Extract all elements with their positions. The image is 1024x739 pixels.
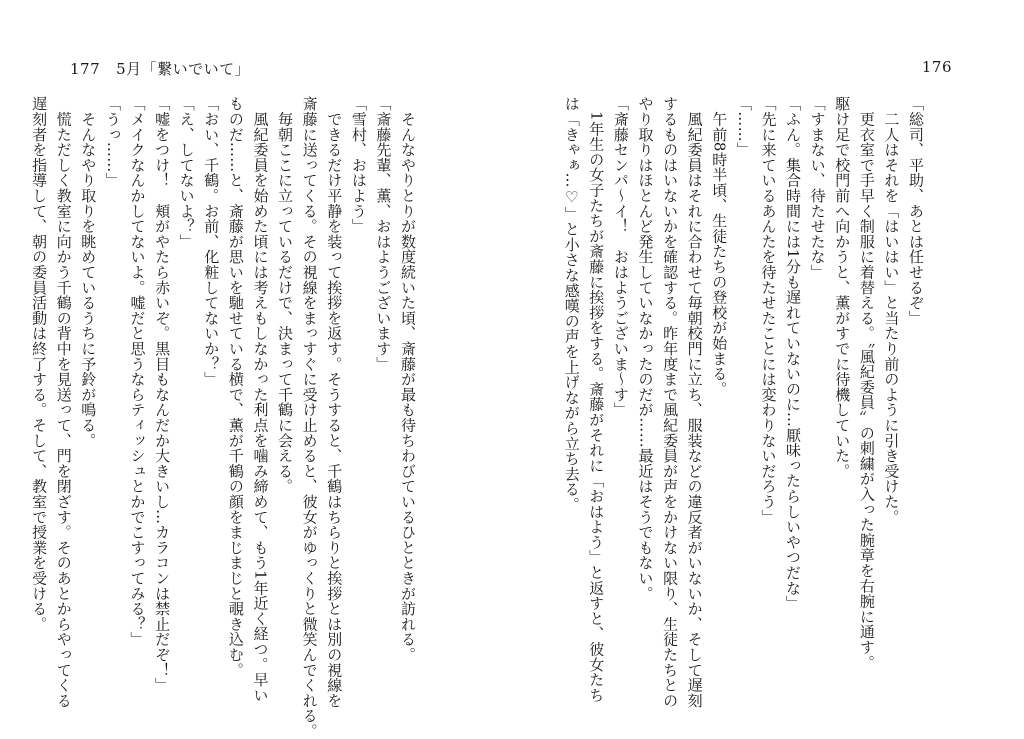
text-line: 「先に来ているあんたを待たせたことには変わりないだろう」 (759, 96, 778, 525)
text-line: 二人はそれを「はいはい」と当たり前のように引き受けた。 (882, 96, 901, 525)
text-line: 「斎藤先輩、薫、おはようございます」 (374, 96, 393, 372)
text-line: 慌ただしく教室に向かう千鶴の背中を見送って、門を閉ざす。そのあとからやってくる (54, 96, 73, 708)
text-line: 「うっ……」 (103, 96, 122, 188)
text-line: 「メイクなんかしてないよ。嘘だと思うならティッシュとかでこすってみる？」 (128, 96, 147, 647)
right-page (512, 0, 1024, 730)
text-line: 1年生の女子たちが斎藤に挨拶をする。斎藤がそれに「おはよう」と返すと、彼女たち (587, 96, 606, 703)
left-page-number: 177 (70, 60, 101, 78)
text-line: 「斎藤センパ〜イ！ おはようございま〜す」 (611, 96, 630, 418)
text-line: するものはいないかを確認する。昨年度まで風紀委員が声をかけない限り、生徒たちとの (661, 96, 680, 708)
page-gutter (511, 0, 512, 730)
text-line: 「ふん。集合時間には1分も遅れていないのに…厭味ったらしいやつだな」 (784, 96, 803, 611)
text-line: 「雪村、おはよう」 (349, 96, 368, 234)
text-line: 「すまない、待たせたな」 (808, 96, 827, 280)
text-line: 午前8時半頃、生徒たちの登校が始まる。 (710, 96, 729, 397)
text-line: 斎藤に送ってくる。その視線をまっすぐに受け止めると、彼女がゆっくりと微笑んでくれる。 (300, 96, 319, 739)
right-page-body (558, 96, 928, 708)
text-line: 遅刻者を指導して、朝の委員活動は終了する。そして、教室で授業を受ける。 (30, 96, 49, 632)
text-line: 駆け足で校門前へ向かうと、薫がすでに待機していた。 (833, 96, 852, 479)
left-page-header (70, 58, 250, 79)
text-line: 更衣室で手早く制服に着替える。〝風紀委員〟の刺繍が入った腕章を右腕に通す。 (857, 96, 876, 670)
text-line: できるだけ平静を装って挨拶を返す。そうすると、千鶴はちらりと挨拶とは別の視線を (325, 96, 344, 708)
text-line: 風紀委員はそれに合わせて毎朝校門に立ち、服装などの違反者がいないか、そして遅刻 (685, 96, 704, 708)
text-line: そんなやり取りを眺めているうちに予鈴が鳴る。 (79, 96, 98, 448)
text-line: 「……」 (734, 96, 753, 158)
text-line: 風紀委員を始めた頃には考えもしなかった利点を噛み締めて、もう1年近く経つ。早い (251, 96, 270, 703)
text-line: 「おい、千鶴。お前、化粧してないか？」 (202, 96, 221, 387)
left-page-body (30, 96, 420, 739)
right-page-number: 176 (921, 58, 952, 76)
text-line: やり取りはほとんど発生していなかったのだが……最近はそうでもない。 (636, 96, 655, 601)
text-line: 毎朝ここに立っているだけで、決まって千鶴に会える。 (276, 96, 295, 494)
text-line: 「嘘をつけ！ 頬がやたら赤いぞ。黒目もなんだか大きいし…カラコンは禁止だぞ！」 (153, 96, 172, 693)
text-line: そんなやりとりが数度続いた頃、斎藤が最も待ちわびているひとときが訪れる。 (399, 96, 417, 663)
text-line: 「え、してないよ？」 (177, 96, 196, 249)
text-line: ものだ……と、斎藤が思いを馳せている横で、薫が千鶴の顔をまじまじと覗き込む。 (226, 96, 245, 678)
chapter-title: 5月「繋いでいて」 (116, 60, 251, 78)
text-line: は「きゃぁ…♡」と小さな感嘆の声を上げながら立ち去る。 (562, 96, 581, 513)
text-line: 「総司、平助、あとは任せるぞ」 (907, 96, 925, 326)
